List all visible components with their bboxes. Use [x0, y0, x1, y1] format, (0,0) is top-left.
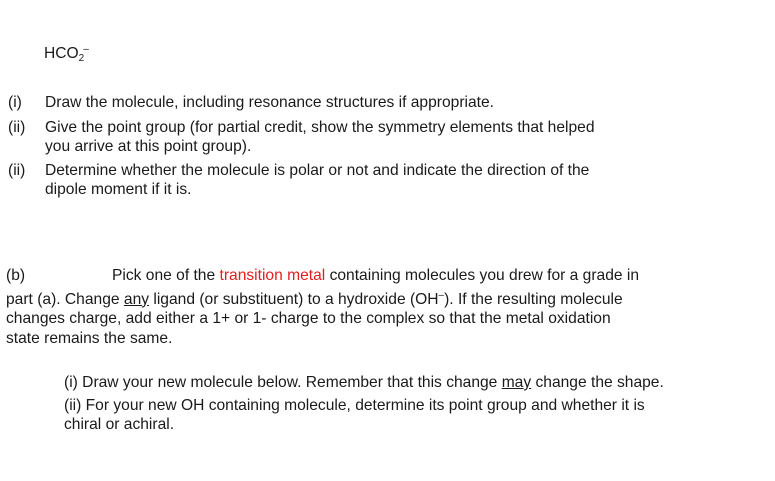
part-b-item: (ii) For your new OH containing molecule, determine its point group and whether it is chiral or achiral. — [64, 397, 645, 433]
item-number: (ii) — [8, 162, 26, 179]
part-b-paragraph: (b) Pick one of the transition metal containing molecules you drew for a grade in part (a). Change any ligand (or substituent) to a hydroxide (OH–). If the resulting molecule changes charge, add either a 1+ or 1- charge to the complex so that the metal oxidation state remains the same. — [6, 267, 640, 347]
item-number: (ii) — [8, 119, 26, 136]
item-text: Draw the molecule, including resonance structures if appropriate. — [45, 94, 494, 111]
highlight-text: transition metal — [219, 267, 326, 284]
item-number: (i) — [8, 94, 22, 111]
part-b-item: (i) Draw your new molecule below. Remember that this change may change the shape. — [64, 374, 664, 391]
item-text: Determine whether the molecule is polar or not and indicate the direction of the dipole moment if it is. — [45, 162, 590, 198]
part-b-label: (b) — [6, 267, 26, 284]
item-text: Give the point group (for partial credit, show the symmetry elements that helped you arrive at this point group). — [45, 119, 595, 155]
molecule-formula: $HCO_2^-$ — [44, 44, 89, 64]
